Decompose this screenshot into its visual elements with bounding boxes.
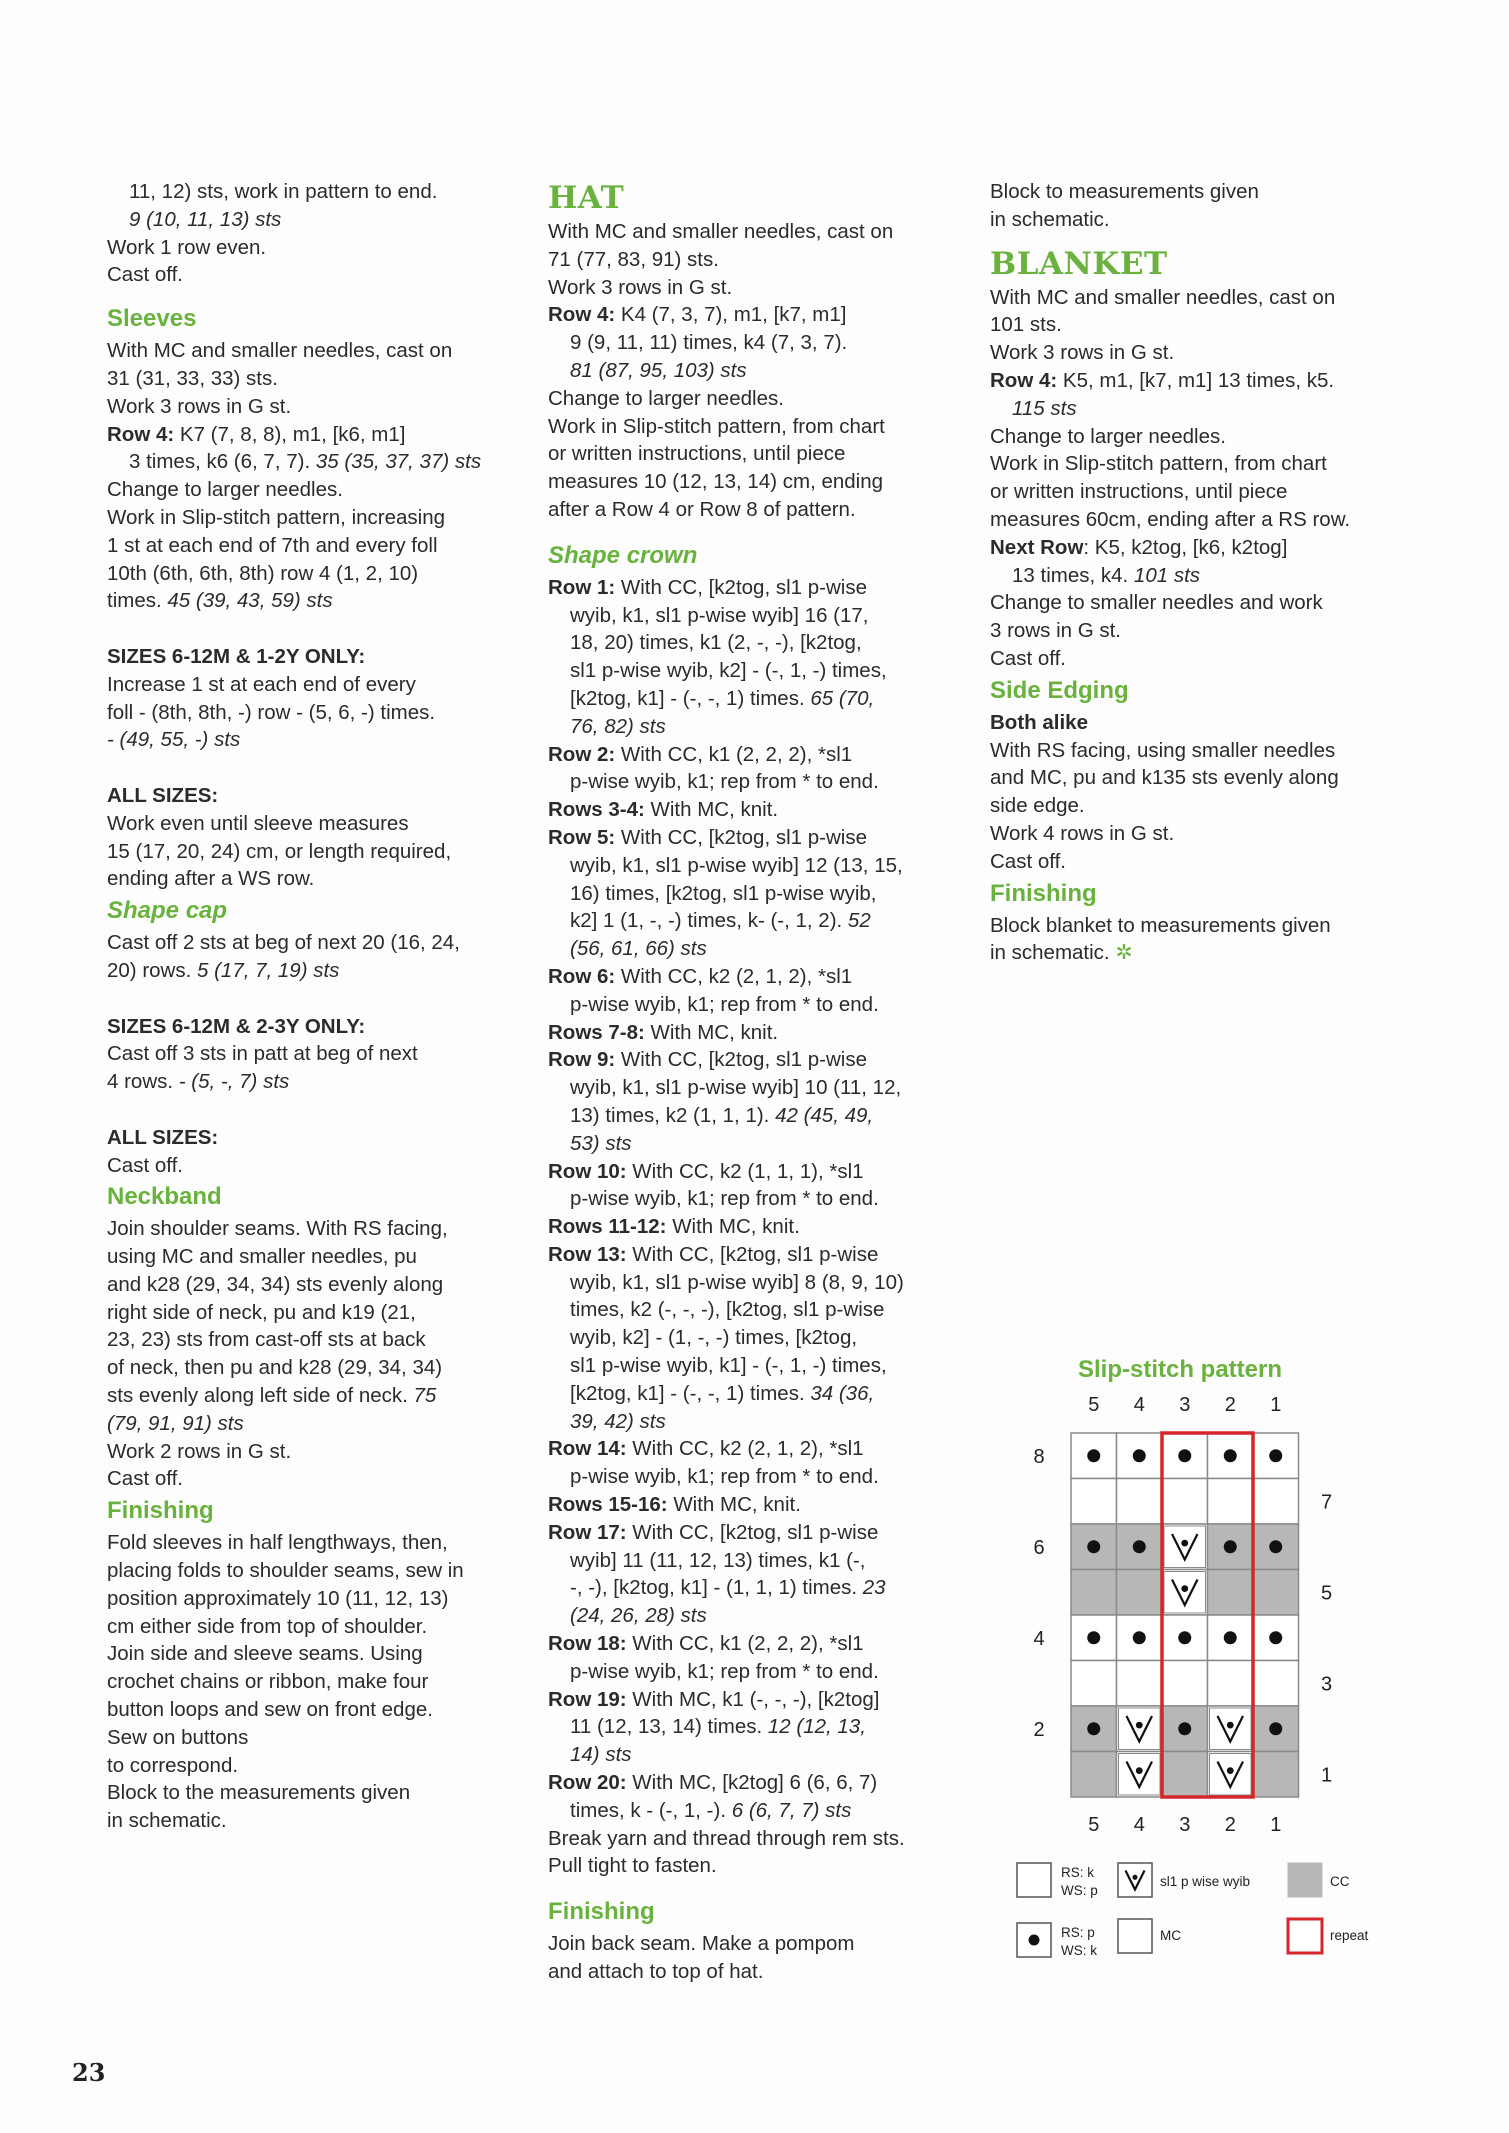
chart-purl-dot bbox=[1087, 1449, 1100, 1462]
crown-row: Row 13: With CC, [k2tog, sl1 p-wise bbox=[548, 1242, 879, 1266]
chart-row-label: 7 bbox=[1320, 1491, 1333, 1514]
hat-row4-result: 81 (87, 95, 103) sts bbox=[570, 358, 747, 382]
crown-row: Row 10: With CC, k2 (1, 1, 1), *sl1 bbox=[548, 1159, 864, 1183]
crown-row-cont: 13) times, k2 (1, 1, 1). 42 (45, 49, bbox=[570, 1103, 874, 1127]
chart-slip-mark-dot bbox=[1227, 1722, 1234, 1729]
text-line: 11, 12) sts, work in pattern to end. bbox=[129, 180, 438, 203]
text-line: or written instructions, until piece bbox=[548, 442, 846, 466]
chart-purl-dot bbox=[1178, 1722, 1191, 1735]
sizes1-lines bbox=[107, 671, 517, 727]
chart-purl-dot bbox=[1178, 1631, 1191, 1644]
chart-col-label: 3 bbox=[1179, 1814, 1191, 1836]
sleeves-times: times. 45 (39, 43, 59) sts bbox=[107, 589, 333, 613]
crown-row-result: 76, 82) sts bbox=[570, 714, 666, 738]
crown-row-cont: wyib, k1, sl1 p-wise wyib] 8 (8, 9, 10) bbox=[570, 1270, 904, 1294]
crown-row: Row 18: With CC, k1 (2, 2, 2), *sl1 bbox=[548, 1632, 864, 1656]
block-lines bbox=[990, 178, 1410, 234]
crown-row-result: 14) sts bbox=[570, 1743, 632, 1767]
text-line: Join side and sleeve seams. Using bbox=[107, 1642, 423, 1666]
leaf-icon: ✲ bbox=[1115, 941, 1133, 965]
text-line: Cast off 2 sts at beg of next 20 (16, 24, bbox=[107, 931, 460, 955]
text-line: or written instructions, until piece bbox=[990, 480, 1288, 504]
crown-row-cont: k2] 1 (1, -, -) times, k- (-, 1, 2). 52 bbox=[570, 909, 871, 933]
text-line: side edge. bbox=[990, 794, 1085, 818]
legend-knit-rs: RS: k bbox=[1061, 1865, 1095, 1880]
chart-slip-mark-dot bbox=[1181, 1540, 1188, 1547]
text-line: With RS facing, using smaller needles bbox=[990, 738, 1336, 762]
text-line: Cast off. bbox=[107, 1467, 183, 1491]
text-line: Cast off. bbox=[990, 849, 1066, 873]
crown-row-cont: wyib] 11 (11, 12, 13) times, k1 (-, bbox=[570, 1548, 866, 1572]
text-line: measures 60cm, ending after a RS row. bbox=[990, 507, 1351, 531]
chart-cell bbox=[1162, 1752, 1208, 1798]
text-line: Pull tight to fasten. bbox=[548, 1854, 717, 1878]
finishing-lines-2 bbox=[548, 1930, 958, 1986]
chart-slip-mark-dot bbox=[1181, 1585, 1188, 1592]
crown-row: Row 14: With CC, k2 (2, 1, 2), *sl1 bbox=[548, 1437, 864, 1461]
blanket-next-row: Next Row: K5, k2tog, [k6, k2tog] bbox=[990, 535, 1288, 559]
blanket-next-cont: 13 times, k4. 101 sts bbox=[1012, 563, 1201, 587]
text-line: With MC and smaller needles, cast on bbox=[548, 220, 894, 243]
legend-slip-label: sl1 p wise wyib bbox=[1160, 1874, 1251, 1889]
text-line: With MC and smaller needles, cast on bbox=[107, 339, 453, 363]
cap-cont: 20) rows. 5 (17, 7, 19) sts bbox=[107, 958, 340, 982]
hat-heading: HAT bbox=[548, 180, 625, 216]
chart-col-label: 2 bbox=[1224, 1814, 1236, 1836]
hat-row4-cont: 9 (9, 11, 11) times, k4 (7, 3, 7). bbox=[570, 331, 848, 355]
sleeves-heading: Sleeves bbox=[107, 305, 197, 333]
crown-row: Row 5: With CC, [k2tog, sl1 p-wise bbox=[548, 825, 867, 849]
crown-row-cont: p-wise wyib, k1; rep from * to end. bbox=[570, 1465, 879, 1489]
chart-row-label: 4 bbox=[1033, 1627, 1045, 1650]
finishing-lines-3 bbox=[990, 912, 1410, 940]
finishing-heading-1: Finishing bbox=[107, 1497, 214, 1525]
hat-more bbox=[548, 385, 958, 524]
text-line: 71 (77, 83, 91) sts. bbox=[548, 247, 719, 271]
blanket-row4-result: 115 sts bbox=[1012, 396, 1077, 420]
shape-cap-heading: Shape cap bbox=[107, 897, 228, 925]
chart-cell bbox=[1253, 1661, 1299, 1707]
text-line: right side of neck, pu and k19 (21, bbox=[107, 1300, 416, 1324]
crown-row-cont: [k2tog, k1] - (-, -, 1) times. 65 (70, bbox=[570, 686, 875, 710]
text-line: Cast off 3 sts in patt at beg of next bbox=[107, 1042, 418, 1066]
crown-row: Row 1: With CC, [k2tog, sl1 p-wise bbox=[548, 575, 867, 599]
chart-purl-dot bbox=[1224, 1449, 1237, 1462]
crown-row-cont: wyib, k1, sl1 p-wise wyib] 10 (11, 12, bbox=[570, 1076, 902, 1100]
column-right bbox=[990, 178, 1410, 967]
chart-purl-dot bbox=[1269, 1540, 1282, 1553]
text-line: Work even until sleeve measures bbox=[107, 811, 409, 835]
chart-cell bbox=[1253, 1752, 1299, 1798]
chart-row-label: 1 bbox=[1320, 1764, 1333, 1787]
text-line: and k28 (29, 34, 34) sts evenly along bbox=[107, 1272, 444, 1296]
text-line: Work 3 rows in G st. bbox=[107, 394, 292, 418]
chart-cell bbox=[1117, 1661, 1163, 1707]
crown-row-cont: times, k - (-, 1, -). 6 (6, 7, 7) sts bbox=[570, 1798, 852, 1822]
chart-col-label: 5 bbox=[1088, 1814, 1100, 1836]
chart-cell bbox=[1253, 1570, 1299, 1616]
text-line: Change to larger needles. bbox=[107, 478, 343, 502]
intro-lines bbox=[107, 178, 517, 289]
crown-row-result: (24, 26, 28) sts bbox=[570, 1604, 707, 1628]
chart-cell bbox=[1117, 1479, 1163, 1525]
crown-rows bbox=[548, 574, 958, 1825]
crown-row: Row 6: With CC, k2 (2, 1, 2), *sl1 bbox=[548, 964, 853, 988]
legend-cc-label: CC bbox=[1330, 1874, 1350, 1889]
legend-cc-box bbox=[1288, 1863, 1322, 1897]
text-line: Join back seam. Make a pompom bbox=[548, 1932, 855, 1956]
sizes1-heading: SIZES 6-12M & 1-2Y ONLY: bbox=[107, 644, 366, 668]
chart-purl-dot bbox=[1087, 1540, 1100, 1553]
chart-slip-mark-dot bbox=[1227, 1767, 1234, 1774]
chart-cell bbox=[1071, 1479, 1117, 1525]
chart-purl-dot bbox=[1133, 1540, 1146, 1553]
chart-cell bbox=[1162, 1661, 1208, 1707]
page-number: 23 bbox=[72, 2058, 106, 2087]
chart-col-label: 4 bbox=[1133, 1814, 1145, 1836]
blanket-heading: BLANKET bbox=[990, 245, 1168, 282]
text-line: measures 10 (12, 13, 14) cm, ending bbox=[548, 470, 884, 494]
text-line: and MC, pu and k135 sts evenly along bbox=[990, 766, 1339, 790]
crown-row: Rows 11-12: With MC, knit. bbox=[548, 1215, 800, 1239]
crown-row: Row 19: With MC, k1 (-, -, -), [k2tog] bbox=[548, 1687, 880, 1711]
column-left bbox=[107, 178, 517, 1835]
text-line: 23, 23) sts from cast-off sts at back bbox=[107, 1328, 426, 1352]
chart-cell bbox=[1208, 1479, 1254, 1525]
chart-purl-dot bbox=[1224, 1540, 1237, 1553]
sizes1-result: - (49, 55, -) sts bbox=[107, 728, 241, 752]
text-line: 1 st at each end of 7th and every foll bbox=[107, 533, 438, 557]
sizes2-heading: SIZES 6-12M & 2-3Y ONLY: bbox=[107, 1014, 366, 1038]
crown-row: Rows 15-16: With MC, knit. bbox=[548, 1493, 801, 1517]
chart-cell bbox=[1253, 1479, 1299, 1525]
chart-col-label: 1 bbox=[1270, 1394, 1282, 1416]
legend-repeat-label: repeat bbox=[1330, 1928, 1369, 1943]
sleeves-more bbox=[107, 476, 517, 587]
legend-knit-box bbox=[1017, 1863, 1051, 1897]
finishing-heading-3: Finishing bbox=[990, 879, 1097, 907]
chart-row-label: 3 bbox=[1320, 1673, 1333, 1696]
text-line: Increase 1 st at each end of every bbox=[107, 672, 416, 696]
chart-purl-dot bbox=[1178, 1449, 1191, 1462]
text-line: 3 rows in G st. bbox=[990, 619, 1122, 643]
cap-lines bbox=[107, 929, 517, 957]
text-line: placing folds to shoulder seams, sew in bbox=[107, 1559, 464, 1583]
text-line: Block to measurements given bbox=[990, 180, 1259, 203]
crown-row-result: 39, 42) sts bbox=[570, 1409, 666, 1433]
text-line: Join shoulder seams. With RS facing, bbox=[107, 1217, 448, 1241]
chart-col-label: 3 bbox=[1179, 1394, 1191, 1416]
sleeves-row4-cont: 3 times, k6 (6, 7, 7). 35 (35, 37, 37) sts bbox=[129, 450, 482, 474]
text-line: Work in Slip-stitch pattern, from chart bbox=[548, 414, 885, 438]
all2-text: Cast off. bbox=[107, 1153, 183, 1177]
text-line: using MC and smaller needles, pu bbox=[107, 1245, 417, 1269]
both-alike-label: Both alike bbox=[990, 710, 1088, 734]
crown-row-cont: 18, 20) times, k1 (2, -, -), [k2tog, bbox=[570, 631, 862, 655]
crown-row-cont: wyib, k1, sl1 p-wise wyib] 12 (13, 15, bbox=[570, 853, 903, 877]
chart-cell bbox=[1071, 1570, 1117, 1616]
neckband-cont: sts evenly along left side of neck. 75 bbox=[107, 1384, 437, 1408]
text-line: Work 3 rows in G st. bbox=[990, 341, 1175, 365]
chart-slip-mark-dot bbox=[1136, 1767, 1143, 1774]
finishing-lines-1 bbox=[107, 1529, 517, 1835]
text-line: Break yarn and thread through rem sts. bbox=[548, 1826, 905, 1850]
legend-slip-mark-dot bbox=[1132, 1875, 1137, 1880]
chart-purl-dot bbox=[1269, 1631, 1282, 1644]
crown-row-cont: sl1 p-wise wyib, k1] - (-, 1, -) times, bbox=[570, 1354, 887, 1378]
sizes2-cont: 4 rows. - (5, -, 7) sts bbox=[107, 1070, 290, 1094]
text-line: Work 4 rows in G st. bbox=[990, 821, 1175, 845]
text-line: Cast off. bbox=[990, 646, 1066, 670]
crown-row-cont: wyib, k2] - (1, -, -) times, [k2tog, bbox=[570, 1326, 858, 1350]
shape-crown-heading: Shape crown bbox=[548, 541, 698, 569]
crown-row-cont: p-wise wyib, k1; rep from * to end. bbox=[570, 992, 879, 1016]
crown-row-cont: [k2tog, k1] - (-, -, 1) times. 34 (36, bbox=[570, 1381, 875, 1405]
crown-row-result: (56, 61, 66) sts bbox=[570, 937, 707, 961]
crown-row: Row 17: With CC, [k2tog, sl1 p-wise bbox=[548, 1520, 879, 1544]
chart-row-label: 5 bbox=[1320, 1582, 1333, 1605]
chart-purl-dot bbox=[1224, 1631, 1237, 1644]
text-line: Work 3 rows in G st. bbox=[548, 275, 733, 299]
text-line: in schematic. bbox=[107, 1809, 227, 1833]
side-edging-heading: Side Edging bbox=[990, 676, 1129, 704]
chart-col-label: 5 bbox=[1088, 1394, 1100, 1416]
hat-lines bbox=[548, 218, 958, 301]
text-line: 15 (17, 20, 24) cm, or length required, bbox=[107, 839, 452, 863]
crown-row-cont: sl1 p-wise wyib, k2] - (-, 1, -) times, bbox=[570, 659, 887, 683]
legend-purl-ws: WS: k bbox=[1061, 1943, 1097, 1958]
text-line: Change to larger needles. bbox=[990, 424, 1226, 448]
crown-row-cont: times, k2 (-, -, -), [k2tog, sl1 p-wise bbox=[570, 1298, 885, 1322]
chart-col-label: 2 bbox=[1224, 1394, 1236, 1416]
legend-repeat-box bbox=[1288, 1919, 1322, 1953]
chart-purl-dot bbox=[1087, 1722, 1100, 1735]
text-line: 101 sts. bbox=[990, 313, 1062, 337]
hat-row4: Row 4: K4 (7, 3, 7), m1, [k7, m1] bbox=[548, 303, 847, 327]
text-line: Work 1 row even. bbox=[107, 235, 267, 259]
legend-mc-box bbox=[1118, 1919, 1152, 1953]
text-line: position approximately 10 (11, 12, 13) bbox=[107, 1586, 449, 1610]
neckband-result: (79, 91, 91) sts bbox=[107, 1411, 244, 1435]
text-line: Change to smaller needles and work bbox=[990, 591, 1323, 615]
text-line: Sew on buttons bbox=[107, 1725, 249, 1749]
all1-heading: ALL SIZES: bbox=[107, 783, 219, 807]
crown-row: Rows 3-4: With MC, knit. bbox=[548, 798, 779, 822]
blanket-row4: Row 4: K5, m1, [k7, m1] 13 times, k5. bbox=[990, 368, 1335, 392]
chart-title: Slip-stitch pattern bbox=[1078, 1356, 1283, 1383]
crown-row-cont: p-wise wyib, k1; rep from * to end. bbox=[570, 770, 879, 794]
legend-mc-label: MC bbox=[1160, 1928, 1181, 1943]
finishing-last: in schematic. ✲ bbox=[990, 941, 1133, 965]
chart-row-label: 2 bbox=[1033, 1718, 1045, 1741]
text-line: 9 (10, 11, 13) sts bbox=[129, 207, 282, 231]
text-line: Cast off. bbox=[107, 263, 183, 287]
crown-row: Row 2: With CC, k1 (2, 2, 2), *sl1 bbox=[548, 742, 853, 766]
text-line: 31 (31, 33, 33) sts. bbox=[107, 366, 278, 390]
slip-stitch-chart bbox=[1010, 1385, 1410, 1985]
legend-knit-ws: WS: p bbox=[1061, 1883, 1098, 1898]
chart-cell bbox=[1071, 1752, 1117, 1798]
text-line: crochet chains or ribbon, make four bbox=[107, 1670, 429, 1694]
chart-purl-dot bbox=[1269, 1449, 1282, 1462]
crown-row-cont: 16) times, [k2tog, sl1 p-wise wyib, bbox=[570, 881, 877, 905]
text-line: ending after a WS row. bbox=[107, 867, 315, 891]
chart-row-label: 6 bbox=[1033, 1536, 1045, 1559]
text-line: after a Row 4 or Row 8 of pattern. bbox=[548, 497, 856, 521]
chart-purl-dot bbox=[1087, 1631, 1100, 1644]
text-line: to correspond. bbox=[107, 1753, 239, 1777]
text-line: foll - (8th, 8th, -) row - (5, 6, -) times. bbox=[107, 700, 436, 724]
text-line: Work 2 rows in G st. bbox=[107, 1439, 292, 1463]
text-line: button loops and sew on front edge. bbox=[107, 1698, 433, 1722]
edging-lines bbox=[990, 737, 1410, 876]
chart-col-label: 1 bbox=[1270, 1814, 1282, 1836]
chart-col-label: 4 bbox=[1133, 1394, 1145, 1416]
text-line: Block blanket to measurements given bbox=[990, 913, 1331, 937]
crown-row-cont: -, -), [k2tog, k1] - (1, 1, 1) times. 23 bbox=[570, 1576, 886, 1600]
chart-cell bbox=[1208, 1661, 1254, 1707]
text-line: Work in Slip-stitch pattern, from chart bbox=[990, 452, 1327, 476]
crown-row-result: 53) sts bbox=[570, 1131, 632, 1155]
all1-lines bbox=[107, 810, 517, 893]
crown-row: Row 20: With MC, [k2tog] 6 (6, 6, 7) bbox=[548, 1771, 878, 1795]
sleeves-lines bbox=[107, 337, 517, 420]
chart-cell bbox=[1071, 1661, 1117, 1707]
chart-purl-dot bbox=[1269, 1722, 1282, 1735]
crown-row-cont: wyib, k1, sl1 p-wise wyib] 16 (17, bbox=[570, 603, 869, 627]
chart-row-label: 8 bbox=[1033, 1445, 1045, 1468]
text-line: Change to larger needles. bbox=[548, 386, 784, 410]
crown-row-cont: p-wise wyib, k1; rep from * to end. bbox=[570, 1659, 879, 1683]
all2-heading: ALL SIZES: bbox=[107, 1125, 219, 1149]
chart-cell bbox=[1162, 1479, 1208, 1525]
blanket-lines bbox=[990, 284, 1410, 367]
finishing-heading-2: Finishing bbox=[548, 1898, 655, 1926]
sleeves-row4: Row 4: K7 (7, 8, 8), m1, [k6, m1] bbox=[107, 422, 406, 446]
text-line: 10th (6th, 6th, 8th) row 4 (1, 2, 10) bbox=[107, 561, 419, 585]
crown-row-cont: p-wise wyib, k1; rep from * to end. bbox=[570, 1187, 879, 1211]
text-line: of neck, then pu and k28 (29, 34, 34) bbox=[107, 1356, 443, 1380]
neckband-end bbox=[107, 1438, 517, 1494]
text-line: With MC and smaller needles, cast on bbox=[990, 285, 1336, 309]
text-line: Block to the measurements given bbox=[107, 1781, 411, 1805]
blanket-more bbox=[990, 423, 1410, 534]
crown-row-cont: 11 (12, 13, 14) times. 12 (12, 13, bbox=[570, 1715, 866, 1739]
chart-purl-dot bbox=[1133, 1631, 1146, 1644]
column-middle bbox=[548, 178, 958, 1986]
chart-cell bbox=[1117, 1570, 1163, 1616]
neckband-heading: Neckband bbox=[107, 1183, 222, 1211]
text-line: cm either side from top of shoulder. bbox=[107, 1614, 428, 1638]
blanket-after bbox=[990, 589, 1410, 672]
text-line: in schematic. bbox=[990, 207, 1110, 231]
break-yarn-lines bbox=[548, 1825, 958, 1881]
text-line: and attach to top of hat. bbox=[548, 1960, 764, 1984]
neckband-lines bbox=[107, 1215, 517, 1382]
legend-purl-rs: RS: p bbox=[1061, 1925, 1095, 1940]
crown-row: Row 9: With CC, [k2tog, sl1 p-wise bbox=[548, 1048, 867, 1072]
chart-slip-mark-dot bbox=[1136, 1722, 1143, 1729]
text-line: Fold sleeves in half lengthways, then, bbox=[107, 1531, 448, 1555]
chart-purl-dot bbox=[1133, 1449, 1146, 1462]
chart-cell bbox=[1208, 1570, 1254, 1616]
text-line: Work in Slip-stitch pattern, increasing bbox=[107, 505, 446, 529]
sizes2-lines bbox=[107, 1040, 517, 1068]
legend-purl-dot bbox=[1029, 1935, 1040, 1946]
crown-row: Rows 7-8: With MC, knit. bbox=[548, 1020, 779, 1044]
